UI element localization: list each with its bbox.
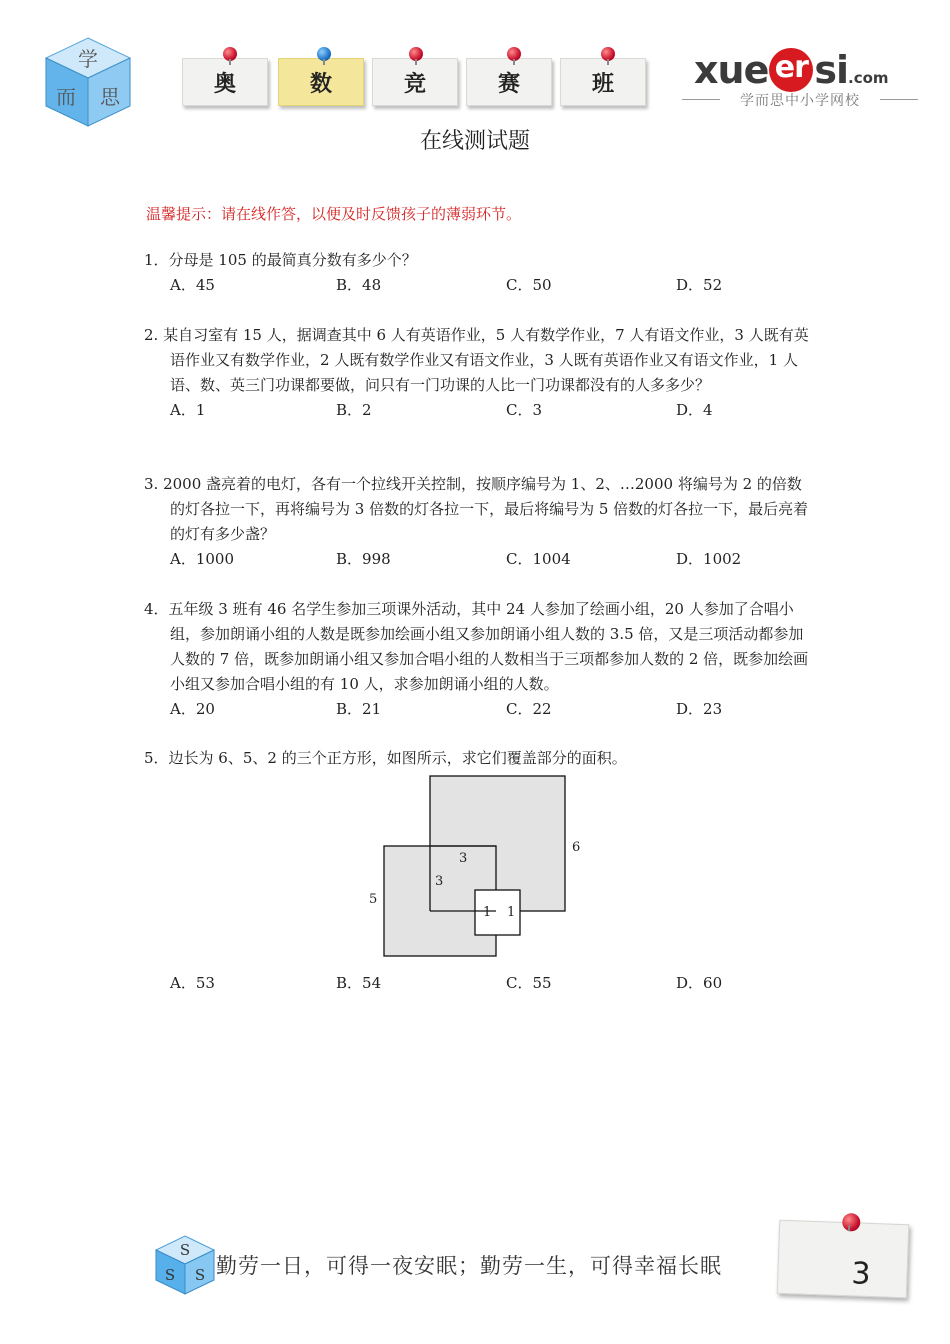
course-note-label: 班 — [591, 71, 614, 97]
question-options — [170, 273, 810, 298]
label-top-3: 3 — [459, 851, 468, 866]
brand-tld: .com — [848, 69, 889, 87]
question-stem: 3. 2000 盏亮着的电灯，各有一个拉线开关控制，按顺序编号为 1、2、…2000 将编号为 2 的倍数的灯各拉一下，再将编号为 3 倍数的灯各拉一下，最后将编号为 5 倍数的灯各拉一下，最后亮着的灯有多少盏？ — [144, 475, 809, 543]
course-note-label: 竞 — [403, 71, 426, 97]
option-a[interactable]: A．1 — [170, 401, 206, 419]
label-left-3: 3 — [435, 874, 444, 889]
course-note-label: 赛 — [497, 71, 520, 97]
label-side-6: 6 — [572, 840, 581, 855]
course-note-ao — [182, 58, 268, 106]
option-d[interactable]: D．4 — [676, 401, 713, 419]
question-stem: 2. 某自习室有 15 人，据调查其中 6 人有英语作业，5 人有数学作业，7 人有语文作业，3 人既有英语作业又有数学作业，2 人既有数学作业又有语文作业，3 人既有英语作业又有语文作业，1 人语、数、英三门功课都要做，问只有一门功课的人比一门功课都没有的人多多少？ — [144, 326, 809, 394]
red-pin-icon — [507, 47, 521, 61]
option-d[interactable]: D．60 — [676, 974, 723, 992]
question-5 — [144, 746, 810, 771]
question-3 — [144, 472, 810, 572]
course-note-jing — [372, 58, 458, 106]
question-stem: 5．边长为 6、5、2 的三个正方形，如图所示，求它们覆盖部分的面积。 — [144, 749, 627, 767]
tip-notice: 温馨提示：请在线作答，以便及时反馈孩子的薄弱环节。 — [146, 205, 522, 223]
option-a[interactable]: A．20 — [170, 700, 215, 718]
option-c[interactable]: C．22 — [506, 700, 552, 718]
footer-motto: 勤劳一日，可得一夜安眠；勤劳一生，可得幸福长眠 — [216, 1254, 722, 1278]
brand-post: si — [814, 48, 848, 92]
red-pin-icon — [601, 47, 615, 61]
question-options — [170, 398, 810, 423]
question-5-options — [170, 972, 810, 997]
question-options — [170, 547, 810, 572]
option-d[interactable]: D．23 — [676, 700, 723, 718]
cube-char-si: 思 — [100, 85, 120, 109]
red-pin-icon — [223, 47, 237, 61]
option-c[interactable]: C．1004 — [506, 550, 571, 568]
label-side-5: 5 — [369, 892, 378, 907]
question-1 — [144, 248, 810, 298]
page-title: 在线测试题 — [419, 129, 530, 154]
cube-letter-right: S — [194, 1266, 206, 1284]
question-stem: 4．五年级 3 班有 46 名学生参加三项课外活动，其中 24 人参加了绘画小组，20 人参加了合唱小组，参加朗诵小组的人数是既参加绘画小组又参加朗诵小组人数的 3.5 倍，又是三项活动都参加人数的 7 倍，既参加朗诵小组又参加合唱小组的人数相当于三项都参加人数的 2 倍，既参加绘画小组又参加合唱小组的有 10 人，求参加朗诵小组的人数。 — [144, 600, 809, 693]
option-a[interactable]: A．1000 — [170, 550, 235, 568]
page-number-note — [777, 1220, 910, 1298]
option-d[interactable]: D．1002 — [676, 550, 742, 568]
cube-char-er: 而 — [56, 85, 76, 109]
option-a[interactable]: A．45 — [170, 276, 215, 294]
question-4 — [144, 597, 810, 722]
course-note-label: 数 — [309, 71, 332, 97]
cube-letter-top: S — [179, 1241, 191, 1259]
page-number: 3 — [850, 1256, 872, 1292]
brand-pre: xue — [694, 48, 769, 92]
red-pin-icon — [842, 1213, 861, 1232]
course-note-ban — [560, 58, 646, 106]
sss-cube-logo — [154, 1234, 216, 1296]
brand-er-circle: er — [769, 48, 813, 92]
option-b[interactable]: B．21 — [336, 700, 382, 718]
option-c[interactable]: C．50 — [506, 276, 552, 294]
option-b[interactable]: B．48 — [336, 276, 382, 294]
xueersi-cube-logo — [44, 36, 132, 128]
option-c[interactable]: C．3 — [506, 401, 543, 419]
squares-figure — [360, 770, 600, 966]
xueersi-brand-logo — [694, 48, 889, 92]
blue-pin-icon — [317, 47, 331, 61]
course-note-sai — [466, 58, 552, 106]
option-c[interactable]: C．55 — [506, 974, 552, 992]
option-b[interactable]: B．2 — [336, 401, 372, 419]
question-options — [170, 697, 810, 722]
cube-letter-left: S — [164, 1266, 176, 1284]
option-a[interactable]: A．53 — [170, 974, 215, 992]
label-small-1-left: 1 — [483, 905, 492, 920]
option-d[interactable]: D．52 — [676, 276, 723, 294]
option-b[interactable]: B．54 — [336, 974, 382, 992]
red-pin-icon — [409, 47, 423, 61]
option-b[interactable]: B．998 — [336, 550, 391, 568]
cube-char-xue: 学 — [78, 47, 98, 71]
question-stem: 1．分母是 105 的最简真分数有多少个？ — [144, 251, 417, 269]
brand-subtitle: 学而思中小学网校 — [682, 90, 918, 110]
course-note-label: 奥 — [213, 71, 236, 97]
question-2 — [144, 323, 810, 423]
course-note-shu — [278, 58, 364, 106]
label-small-1-right: 1 — [507, 905, 516, 920]
